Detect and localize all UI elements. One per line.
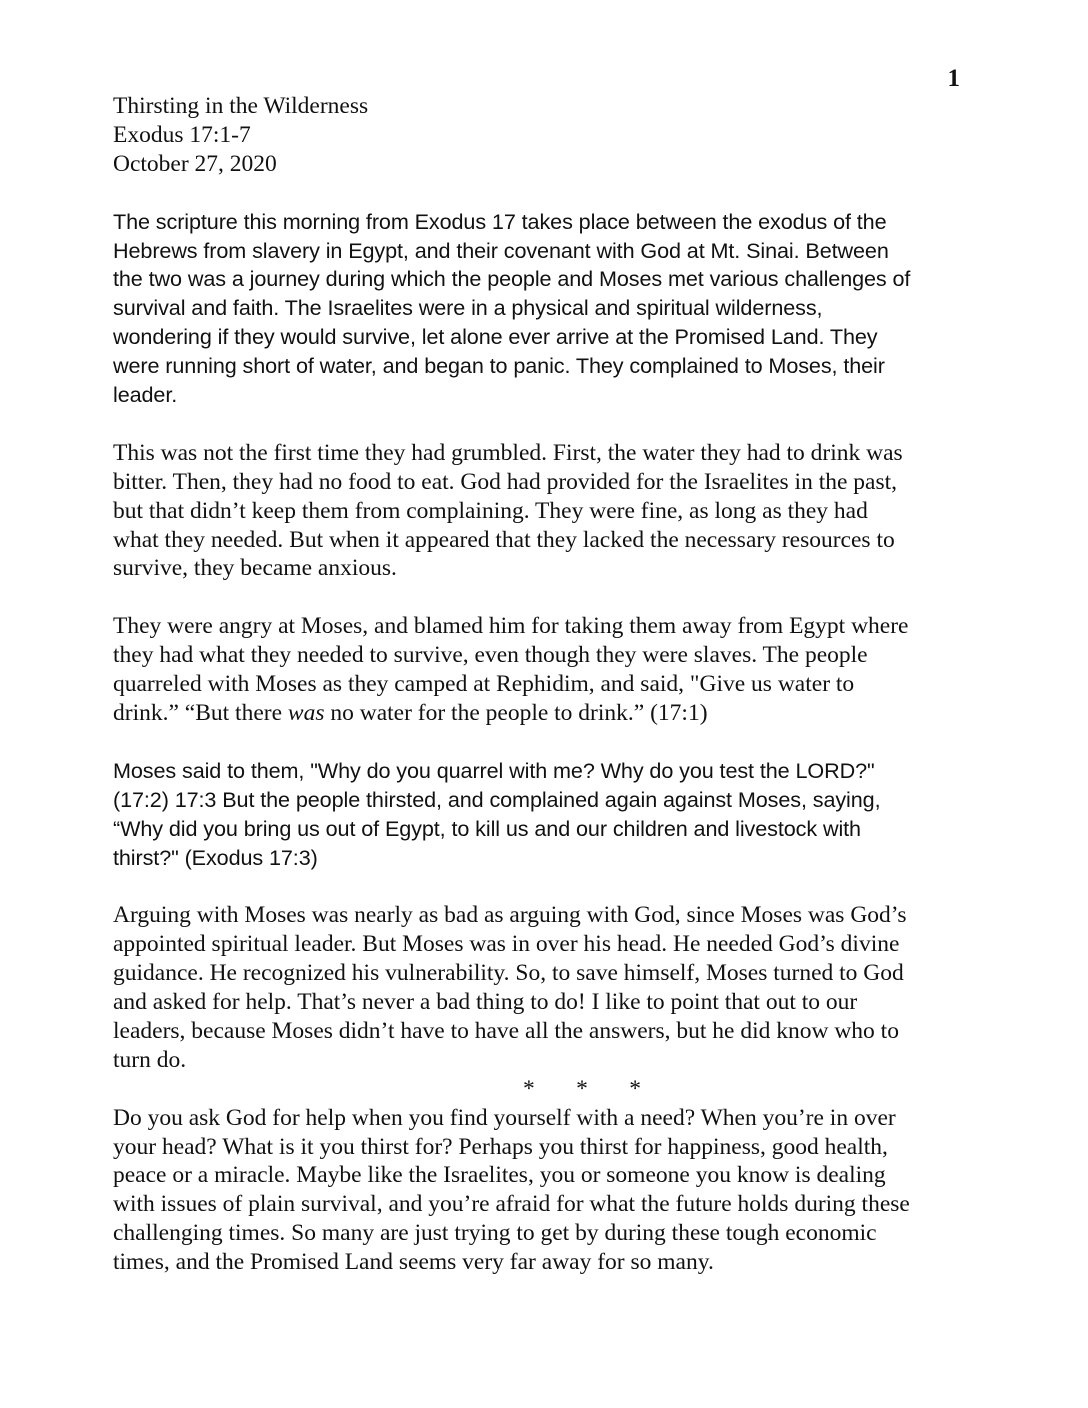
paragraph-line: The scripture this morning from Exodus 17 takes place between the exodus of the <box>113 208 887 234</box>
paragraph-line: challenging times. So many are just trying to get by during these tough economic <box>113 1220 877 1247</box>
paragraph-line: This was not the first time they had grumbled. First, the water they had to drink was <box>113 439 903 466</box>
paragraph-line: “Why did you bring us out of Egypt, to kill us and our children and livestock with <box>113 815 861 841</box>
paragraph-2 <box>113 439 973 584</box>
paragraph-line: thirst?" (Exodus 17:3) <box>113 844 318 870</box>
emphasized-word: was <box>287 699 325 726</box>
document-body <box>113 92 973 1306</box>
paragraph-line: leader. <box>113 382 178 408</box>
paragraph-line: (17:2) 17:3 But the people thirsted, and complained again against Moses, saying, <box>113 786 881 812</box>
page-number: 1 <box>947 65 960 92</box>
paragraph-1 <box>113 208 973 410</box>
paragraph-4 <box>113 757 973 873</box>
paragraph-5 <box>113 901 973 1074</box>
paragraph-line: Moses said to them, "Why do you quarrel with me? Why do you test the LORD?" <box>113 757 875 783</box>
paragraph-line: They were angry at Moses, and blamed him for taking them away from Egypt where <box>113 613 909 640</box>
line-text-after: no water for the people to drink.” (17:1) <box>324 699 708 726</box>
sermon-title: Thirsting in the Wilderness <box>113 93 369 119</box>
paragraph-line: wondering if they would survive, let alone ever arrive at the Promised Land. They <box>113 324 878 350</box>
paragraph-line: the two was a journey during which the people and Moses met various challenges of <box>113 266 911 292</box>
paragraph-line: Hebrews from slavery in Egypt, and their covenant with God at Mt. Sinai. Between <box>113 237 889 263</box>
sermon-header <box>113 92 973 179</box>
paragraph-line: were running short of water, and began to panic. They complained to Moses, their <box>113 353 885 379</box>
paragraph-line: leaders, because Moses didn’t have to have all the answers, but he did know who to <box>113 1017 899 1044</box>
paragraph-line: and asked for help. That’s never a bad thing to do! I like to point that out to our <box>113 989 858 1016</box>
paragraph-line: peace or a miracle. Maybe like the Israelites, you or someone you know is dealing <box>113 1162 886 1189</box>
paragraph-line-with-emphasis <box>113 699 973 728</box>
paragraph-line: what they needed. But when it appeared that they lacked the necessary resources to <box>113 526 895 553</box>
sermon-date: October 27, 2020 <box>113 150 277 177</box>
section-separator: * * * <box>523 1075 643 1102</box>
paragraph-line: your head? What is it you thirst for? Perhaps you thirst for happiness, good health, <box>113 1133 888 1160</box>
paragraph-line: appointed spiritual leader. But Moses was in over his head. He needed God’s divine <box>113 931 900 958</box>
paragraph-line: Do you ask God for help when you find yourself with a need? When you’re in over <box>113 1104 896 1131</box>
line-text-before: drink.” “But there <box>113 699 288 726</box>
paragraph-line: times, and the Promised Land seems very far away for so many. <box>113 1249 714 1276</box>
paragraph-line: guidance. He recognized his vulnerability. So, to save himself, Moses turned to God <box>113 960 904 987</box>
paragraph-line: with issues of plain survival, and you’re afraid for what the future holds during these <box>113 1191 910 1218</box>
paragraph-line: but that didn’t keep them from complaining. They were fine, as long as they had <box>113 497 868 524</box>
scripture-reference: Exodus 17:1-7 <box>113 121 251 148</box>
paragraph-6 <box>113 1104 973 1277</box>
paragraph-line: turn do. <box>113 1046 187 1073</box>
paragraph-line: survival and faith. The Israelites were in a physical and spiritual wilderness, <box>113 295 823 321</box>
paragraph-line: quarreled with Moses as they camped at Rephidim, and said, "Give us water to <box>113 671 855 698</box>
paragraph-line: survive, they became anxious. <box>113 555 397 582</box>
paragraph-line: Arguing with Moses was nearly as bad as arguing with God, since Moses was God’s <box>113 902 907 929</box>
paragraph-3 <box>113 612 973 728</box>
paragraph-line: bitter. Then, they had no food to eat. God had provided for the Israelites in the past, <box>113 468 898 495</box>
paragraph-line: they had what they needed to survive, even though they were slaves. The people <box>113 642 868 669</box>
